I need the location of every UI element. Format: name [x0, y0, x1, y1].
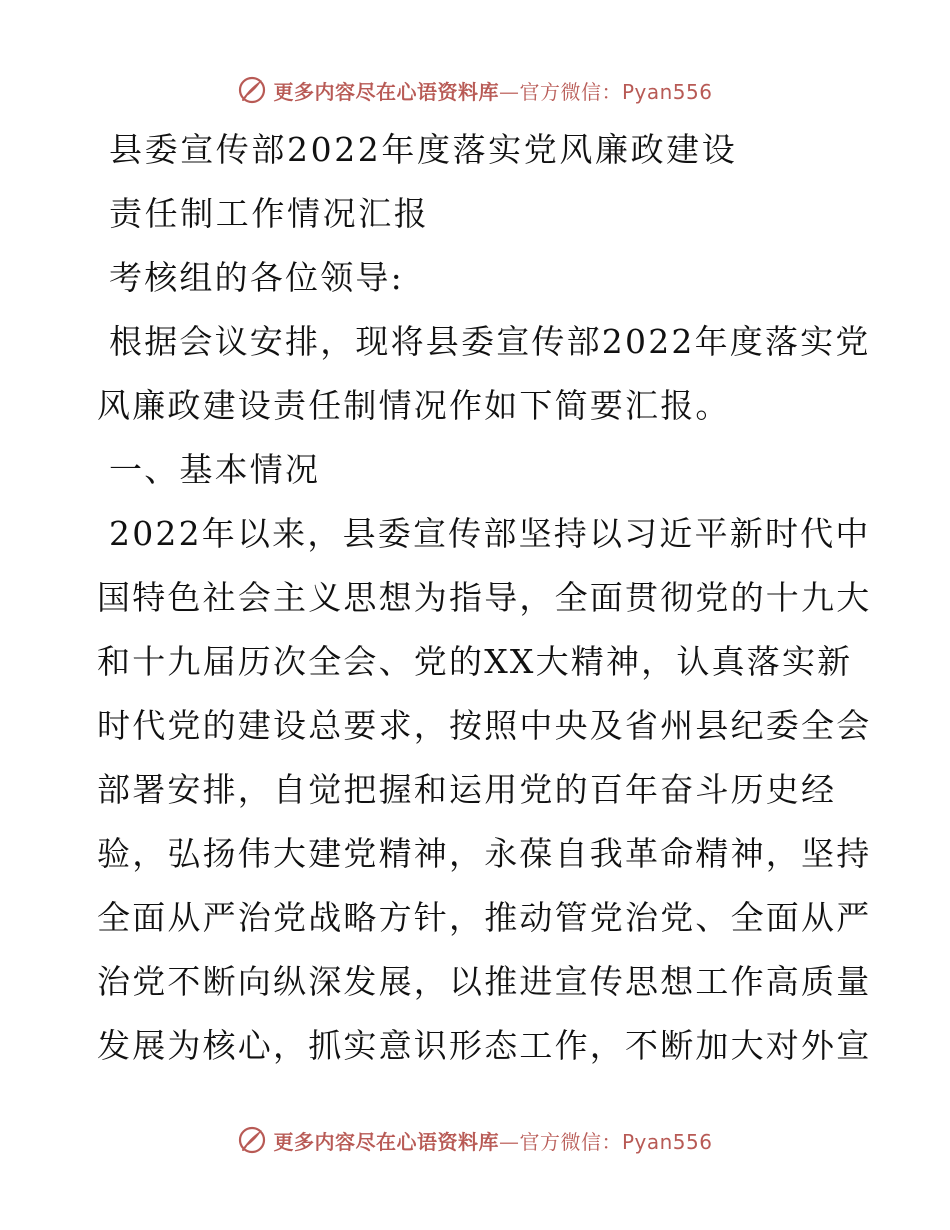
quill-seal-icon — [237, 75, 267, 105]
watermark-site: 更多内容尽在心语资料库 — [273, 1129, 499, 1154]
paragraph-line: 部署安排，自觉把握和运用党的百年奋斗历史经 — [97, 770, 837, 809]
section-heading: 一、基本情况 — [109, 450, 321, 489]
document-title-line-2: 责任制工作情况汇报 — [109, 194, 430, 233]
watermark-text — [273, 76, 712, 105]
salutation: 考核组的各位领导: — [109, 258, 404, 297]
paragraph-line: 治党不断向纵深发展，以推进宣传思想工作高质量 — [97, 962, 872, 1001]
watermark-text — [273, 1126, 712, 1155]
paragraph-line: 风廉政建设责任制情况作如下简要汇报。 — [97, 386, 731, 425]
document-body — [97, 118, 872, 1078]
section-1-paragraph — [97, 502, 872, 1078]
paragraph-line: 发展为核心，抓实意识形态工作，不断加大对外宣 — [97, 1026, 872, 1065]
watermark-contact: 官方微信：Pyan556 — [519, 79, 713, 104]
paragraph-line: 时代党的建设总要求，按照中央及省州县纪委全会 — [97, 706, 872, 745]
paragraph-line: 全面从严治党战略方针，推动管党治党、全面从严 — [97, 898, 872, 937]
header-watermark — [0, 70, 950, 110]
paragraph-line: 根据会议安排，现将县委宣传部2022年度落实党 — [109, 322, 871, 361]
footer-watermark — [0, 1120, 950, 1160]
document-title-line-1: 县委宣传部2022年度落实党风廉政建设 — [109, 130, 738, 169]
watermark-separator: — — [498, 79, 520, 104]
paragraph-line: 国特色社会主义思想为指导，全面贯彻党的十九大 — [97, 578, 872, 617]
intro-paragraph — [97, 310, 871, 438]
paragraph-line: 验，弘扬伟大建党精神，永葆自我革命精神，坚持 — [97, 834, 872, 873]
watermark-contact: 官方微信：Pyan556 — [519, 1129, 713, 1154]
paragraph-line: 和十九届历次全会、党的XX大精神，认真落实新 — [97, 642, 853, 681]
paragraph-line: 2022年以来，县委宣传部坚持以习近平新时代中 — [109, 514, 871, 553]
watermark-site: 更多内容尽在心语资料库 — [273, 79, 499, 104]
watermark-separator: — — [498, 1129, 520, 1154]
quill-seal-icon — [237, 1125, 267, 1155]
